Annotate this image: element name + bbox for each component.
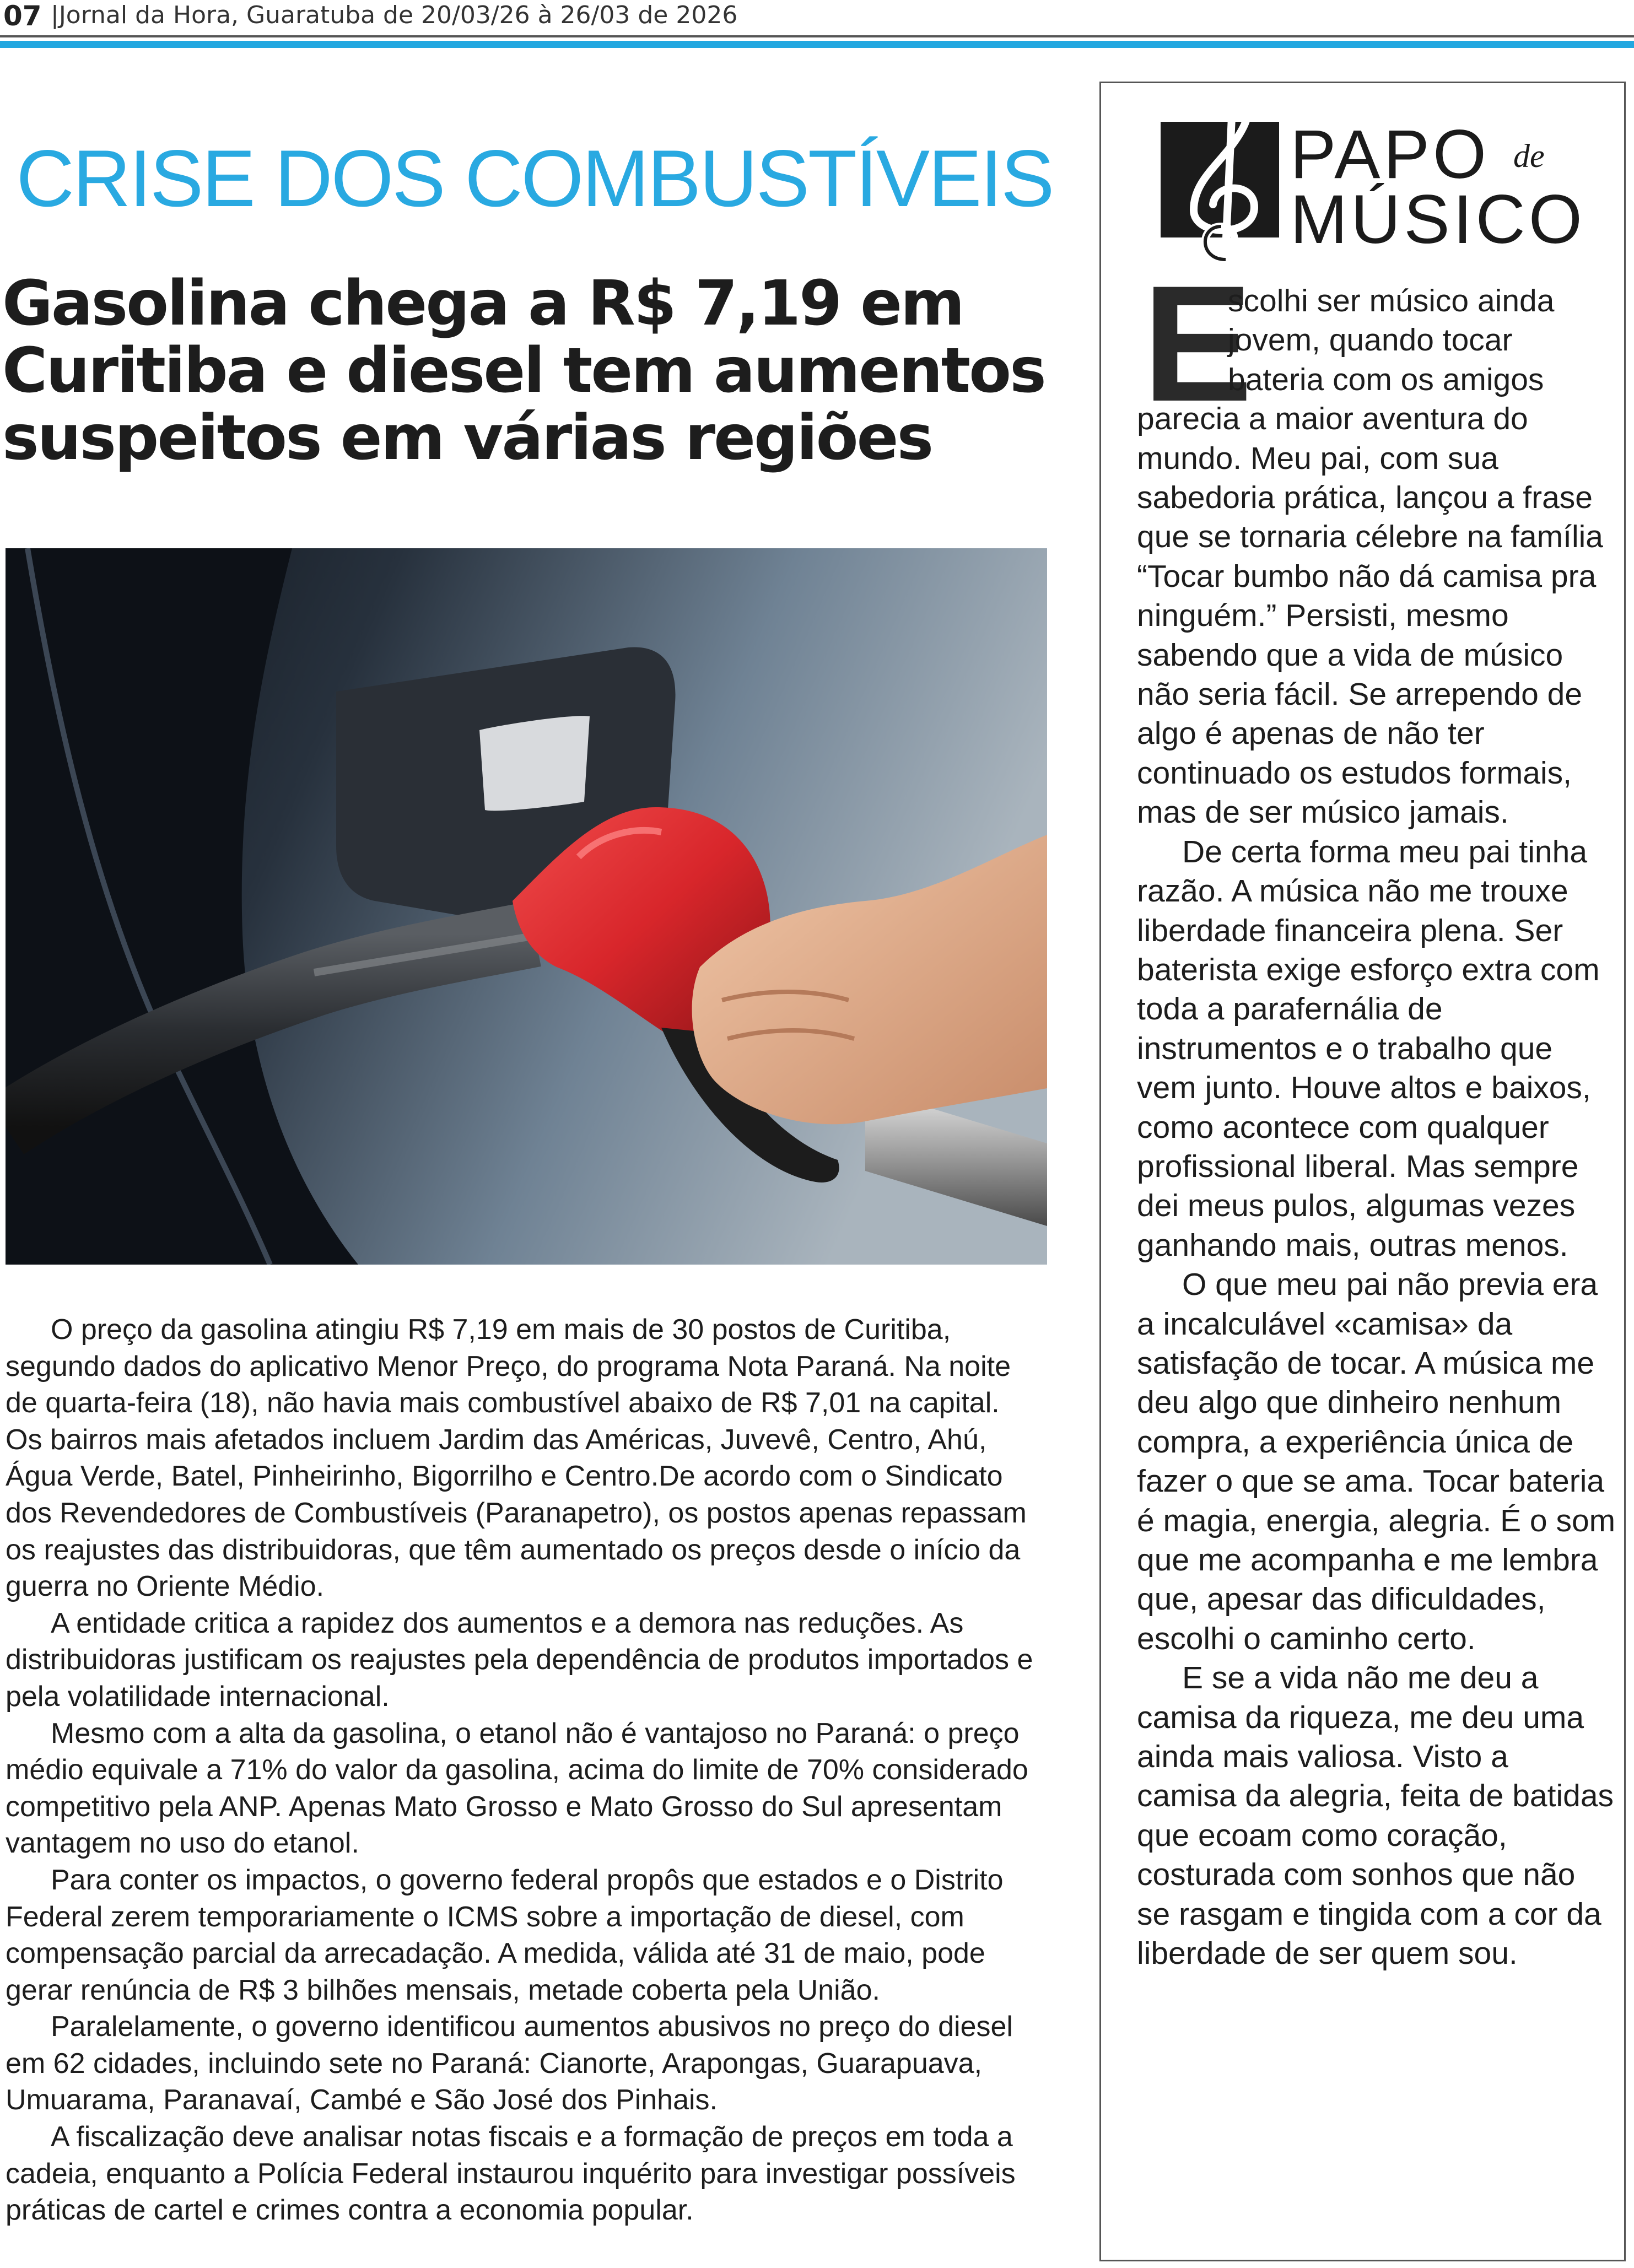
article-paragraph: Paralelamente, o governo identificou aumentos abusivos no preço do diesel em 62 cidades, incluindo sete no Paraná: Cianorte, Arapongas, Guarapuava, Umuarama, Paranavaí, Cambé e São José dos Pinhais.: [6, 2011, 1013, 2116]
section-title: CRISE DOS COMBUSTÍVEIS: [16, 133, 1053, 223]
page-number: 07: [3, 0, 42, 32]
treble-clef-icon: [1161, 94, 1601, 271]
page-header: [0, 0, 1634, 52]
svg-text:MÚSICO: MÚSICO: [1290, 181, 1586, 258]
papo-de-musico-logo: [1161, 94, 1601, 271]
article-paragraph: Para conter os impactos, o governo federal propôs que estados e o Distrito Federal zerem temporariamente o ICMS sobre a importação de diesel, com compensação parcial da arrecadação. A medida, válida até 31 de maio, pode gerar renúncia de R$ 3 bilhões mensais, metade coberta pela União.: [6, 1864, 1004, 2006]
publication-line: |Jornal da Hora, Guaratuba de 20/03/26 à 26/03 de 2026: [51, 1, 738, 29]
article-paragraph: A fiscalização deve analisar notas fiscais e a formação de preços em toda a cadeia, enquanto a Polícia Federal instaurou inquérito para investigar possíveis práticas de cartel e crimes contra a economia popular.: [6, 2121, 1016, 2227]
article-paragraph: A entidade critica a rapidez dos aumentos e a demora nas reduções. As distribuidoras justificam os reajustes pela dependência de produtos importados e pela volatilidade internacional.: [6, 1607, 1033, 1713]
svg-text:PAPO: PAPO: [1290, 116, 1490, 193]
column-paragraph: O que meu pai não previa era a incalculável «camisa» da satisfação de tocar. A música me deu algo que dinheiro nenhum compra, a experiência única de fazer o que se ama. Tocar bateria é magia, energia, alegria. É o som que me acompanha e me lembra que, apesar das dificuldades, escolhi o caminho certo.: [1137, 1267, 1616, 1656]
column-body: [1137, 282, 1616, 1973]
opinion-column: [1099, 82, 1626, 2261]
article-paragraph: Mesmo com a alta da gasolina, o etanol não é vantajoso no Paraná: o preço médio equivale a 71% do valor da gasolina, acima do limite de 70% considerado competitivo pela ANP. Apenas Mato Grosso e Mato Grosso do Sul apresentam vantagem no uso do etanol.: [6, 1717, 1028, 1860]
fuel-nozzle-illustration: [6, 548, 1047, 1265]
article-headline: Gasolina chega a R$ 7,19 em Curitiba e diesel tem aumentos suspeitos em várias regiões: [2, 268, 1045, 474]
header-accent-bar: [0, 41, 1634, 48]
article-paragraph: O preço da gasolina atingiu R$ 7,19 em mais de 30 postos de Curitiba, segundo dados do aplicativo Menor Preço, do programa Nota Paraná. Na noite de quarta-feira (18), não havia mais combustível abaixo de R$ 7,01 na capital. Os bairros mais afetados incluem Jardim das Américas, Juvevê, Centro, Ahú, Água Verde, Batel, Pinheirinho, Bigorrilho e Centro.De acordo com o Sindicato dos Revendedores de Combustíveis (Paranapetro), os postos apenas repassam os reajustes das distribuidoras, que têm aumentado os preços desde o início da guerra no Oriente Médio.: [6, 1314, 1027, 1603]
article-body: [6, 1311, 1042, 2229]
svg-text:de: de: [1513, 138, 1545, 174]
header-divider: [0, 35, 1634, 37]
drop-cap: E: [1142, 251, 1253, 436]
column-paragraph: E se a vida não me deu a camisa da riqueza, me deu uma ainda mais valiosa. Visto a camisa da alegria, feita de batidas que ecoam como coração, costurada com sonhos que não se rasgam e tingida com a cor da liberdade de ser quem sou.: [1137, 1660, 1614, 1972]
column-paragraph: De certa forma meu pai tinha razão. A música não me trouxe liberdade financeira plena. Ser baterista exige esforço extra com toda a parafernália de instrumentos e o trabalho que vem junto. Houve altos e baixos, como acontece com qualquer profissional liberal. Mas sempre dei meus pulos, algumas vezes ganhando mais, outras menos.: [1137, 834, 1600, 1263]
column-paragraph: scolhi ser músico ainda jovem, quando tocar bateria com os amigos parecia a maior aventura do mundo. Meu pai, com sua sabedoria prática, lançou a frase que se tornaria célebre na família “Tocar bumbo não dá camisa pra ninguém.” Persisti, mesmo sabendo que a vida de músico não seria fácil. Se arrependo de algo é apenas de não ter continuado os estudos formais, mas de ser músico jamais.: [1137, 283, 1603, 830]
fuel-nozzle-photo: [6, 548, 1047, 1265]
